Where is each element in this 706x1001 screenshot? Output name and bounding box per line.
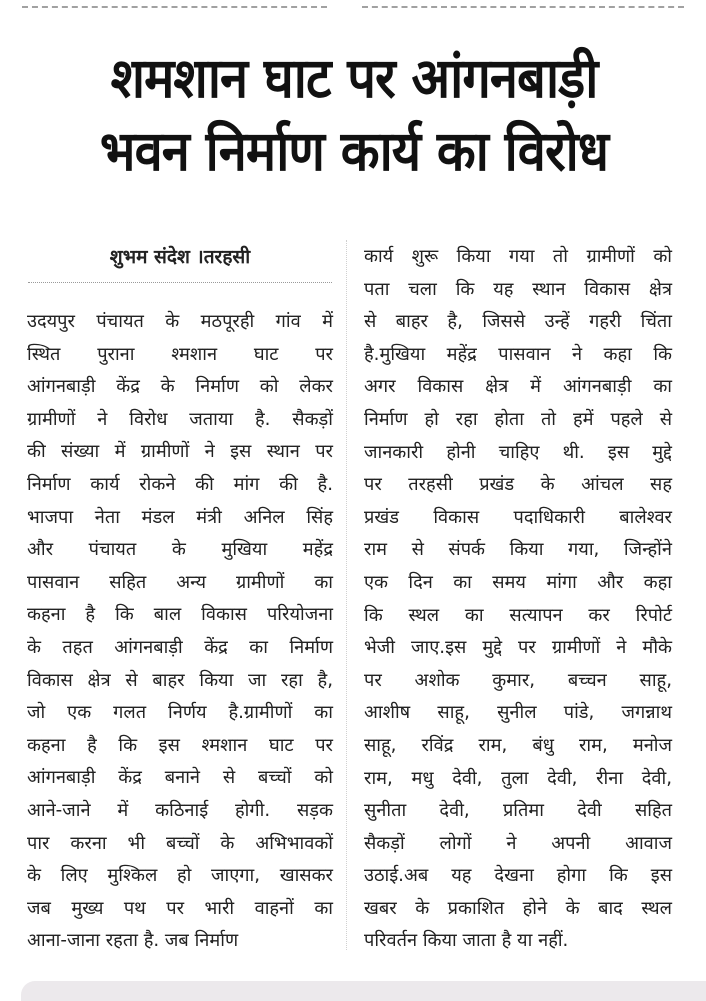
bottom-ui-band (21, 981, 706, 1001)
article-line: कि स्थल का सत्यापन कर रिपोर्ट (364, 604, 672, 626)
article-line: आने-जाने में कठिनाई होगी. सड़क (27, 799, 333, 821)
article-line: सुनीता देवी, प्रतिमा देवी सहित (364, 800, 672, 822)
headline-line: भवन निर्माण कार्य का विरोध (99, 119, 609, 183)
article-line: है.मुखिया महेंद्र पासवान ने कहा कि (364, 343, 672, 365)
article-line: पता चला कि यह स्थान विकास क्षेत्र (364, 278, 672, 300)
article-line: कहना है कि इस श्मशान घाट पर (27, 734, 333, 756)
article-line: राम, मधु देवी, तुला देवी, रीना देवी, (364, 767, 672, 789)
article-line: एक दिन का समय मांगा और कहा (364, 571, 672, 593)
article-line: पार करना भी बच्चों के अभिभावकों (27, 832, 333, 854)
clipped-line-right (362, 0, 684, 8)
article-line: पर अशोक कुमार, बच्चन साहू, (364, 669, 672, 691)
article-line: आंगनबाड़ी केंद्र के निर्माण को लेकर (27, 376, 333, 398)
article-line: खबर के प्रकाशित होने के बाद स्थल (364, 897, 672, 919)
article-line: आशीष साहू, सुनील पांडे, जगन्नाथ (364, 702, 672, 724)
article-line: निर्माण कार्य रोकने की मांग की है. (27, 473, 333, 495)
article-line: से बाहर है, जिससे उन्हें गहरी चिंता (364, 311, 672, 333)
article-column-left (27, 306, 333, 958)
article-line: सैकड़ों लोगों ने अपनी आवाज (364, 832, 672, 854)
article-line: विकास क्षेत्र से बाहर किया जा रहा है, (27, 669, 333, 691)
headline (41, 42, 667, 188)
article-line: साहू, रविंद्र राम, बंधु राम, मनोज (364, 734, 672, 756)
article-line: जब मुख्य पथ पर भारी वाहनों का (27, 897, 333, 919)
byline-divider (28, 282, 332, 283)
article-line: परिवर्तन किया जाता है या नहीं. (364, 930, 569, 952)
clipped-line-left (22, 0, 327, 8)
article-line: उदयपुर पंचायत के मठपूरही गांव में (27, 311, 333, 332)
byline: शुभम संदेश ।तरहसी (109, 246, 251, 268)
article-line: निर्माण हो रहा होता तो हमें पहले से (364, 408, 672, 430)
article-line: स्थित पुराना श्मशान घाट पर (27, 343, 333, 365)
article-line: और पंचायत के मुखिया महेंद्र (27, 539, 333, 561)
previous-article-clipped-text (0, 0, 706, 9)
article-line: जानकारी होनी चाहिए थी. इस मुद्दे (364, 441, 672, 463)
article-line: के लिए मुश्किल हो जाएगा, खासकर (27, 865, 333, 887)
article-line: पर तरहसी प्रखंड के आंचल सह (364, 474, 672, 496)
column-divider (346, 240, 347, 950)
article-line: भेजी जाए.इस मुद्दे पर ग्रामीणों ने मौके (364, 637, 672, 659)
article-line: कार्य शुरू किया गया तो ग्रामीणों को (364, 246, 672, 267)
article-line: प्रखंड विकास पदाधिकारी बालेश्वर (364, 506, 672, 528)
article-line: राम से संपर्क किया गया, जिन्होंने (364, 539, 672, 561)
article-line: अगर विकास क्षेत्र में आंगनबाड़ी का (364, 376, 672, 398)
article-line: आना-जाना रहता है. जब निर्माण (27, 930, 239, 952)
headline-line: शमशान घाट पर आंगनबाड़ी (110, 46, 598, 110)
article-column-right (364, 241, 672, 958)
article-line: ग्रामीणों ने विरोध जताया है. सैकड़ों (27, 408, 333, 430)
article-line: पासवान सहित अन्य ग्रामीणों का (27, 571, 333, 593)
article-line: कहना है कि बाल विकास परियोजना (27, 604, 333, 626)
article-line: उठाई.अब यह देखना होगा कि इस (364, 865, 672, 887)
article-line: के तहत आंगनबाड़ी केंद्र का निर्माण (27, 636, 333, 658)
article-line: जो एक गलत निर्णय है.ग्रामीणों का (27, 702, 333, 724)
article-line: आंगनबाड़ी केंद्र बनाने से बच्चों को (27, 767, 333, 789)
article-line: भाजपा नेता मंडल मंत्री अनिल सिंह (27, 506, 333, 528)
article-line: की संख्या में ग्रामीणों ने इस स्थान पर (27, 441, 333, 463)
